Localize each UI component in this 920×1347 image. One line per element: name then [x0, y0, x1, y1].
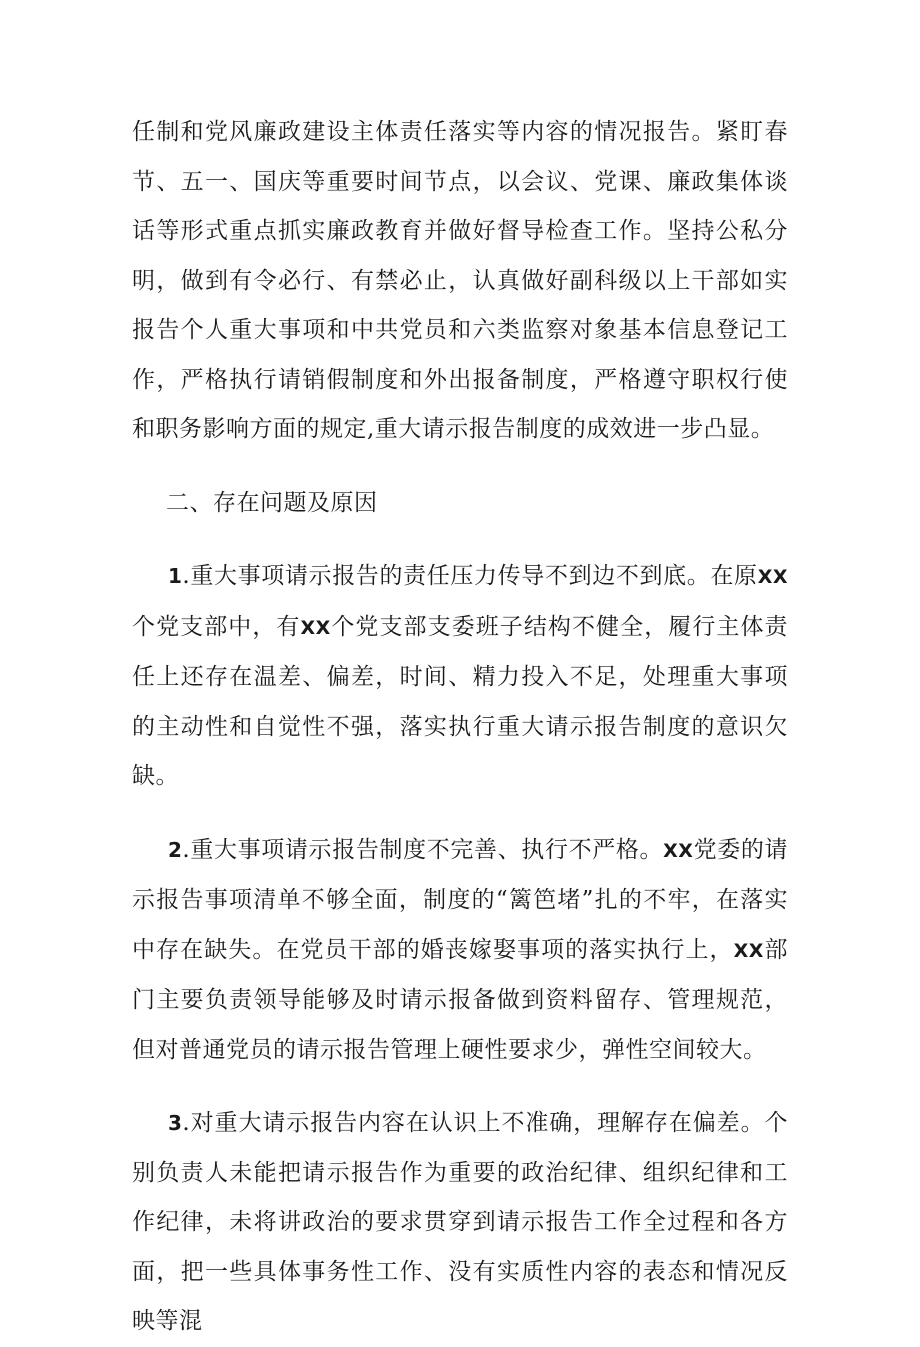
item-number: 2 — [168, 837, 183, 862]
item-text: .对重大请示报告内容在认识上不准确，理解存在偏差。个别负责人未能把请示报告作为重要的政治纪律、组织纪律和工作纪律，未将讲政治的要求贯穿到请示报告工作全过程和各方面，把一些具体事务性工作、没有实质性内容的表态和情况反映等混 — [132, 1110, 788, 1334]
item-text: 党委的请示报告事项清单不够全面，制度的“篱笆堵”扎的不牢，在落实中存在缺失。在党员干部的婚丧嫁娶事项的落实执行上， — [132, 836, 789, 963]
item-number: 1 — [168, 564, 183, 588]
paragraph-continuation: 任制和党风廉政建设主体责任落实等内容的情况报告。紧盯春节、五一、国庆等重要时间节点，以会议、党课、廉政集体谈话等形式重点抓实廉政教育并做好督导检查工作。坚持公私分明，做到有令必行、有禁必止，认真做好副科级以上干部如实报告个人重大事项和中共党员和六类监察对象基本信息登记工作，严格执行请销假制度和外出报备制度，严格遵守职权行使和职务影响方面的规定,重大请示报告制度的成效进一步凸显。 — [132, 119, 788, 442]
placeholder-xx: XX — [733, 939, 764, 962]
placeholder-xx: XX — [300, 616, 331, 639]
item-number: 3 — [168, 1111, 183, 1135]
list-item-2 — [132, 826, 788, 1076]
list-item-1 — [132, 552, 788, 802]
placeholder-xx: XX — [663, 839, 694, 862]
section-heading: 二、存在问题及原因 — [166, 489, 378, 516]
item-text: .重大事项请示报告的责任压力传导不到边不到底。在原 — [182, 563, 758, 589]
document-body — [132, 108, 788, 1347]
placeholder-xx: XX — [757, 566, 788, 588]
item-text: 部门主要负责领导能够及时请示报备做到资料留存、管理规范，但对普通党员的请示报告管理上硬性要求少，弹性空间较大。 — [132, 936, 789, 1063]
item-text: 个党支部中，有 — [132, 613, 301, 640]
list-item-3 — [132, 1099, 788, 1347]
item-text: 个党支部支委班子结构不健全，履行主体责任上还存在温差、偏差，时间、精力投入不足，处理重大事项的主动性和自觉性不强，落实执行重大请示报告制度的意识欠缺。 — [132, 613, 789, 789]
item-text: .重大事项请示报告制度不完善、执行不严格。 — [182, 836, 664, 863]
